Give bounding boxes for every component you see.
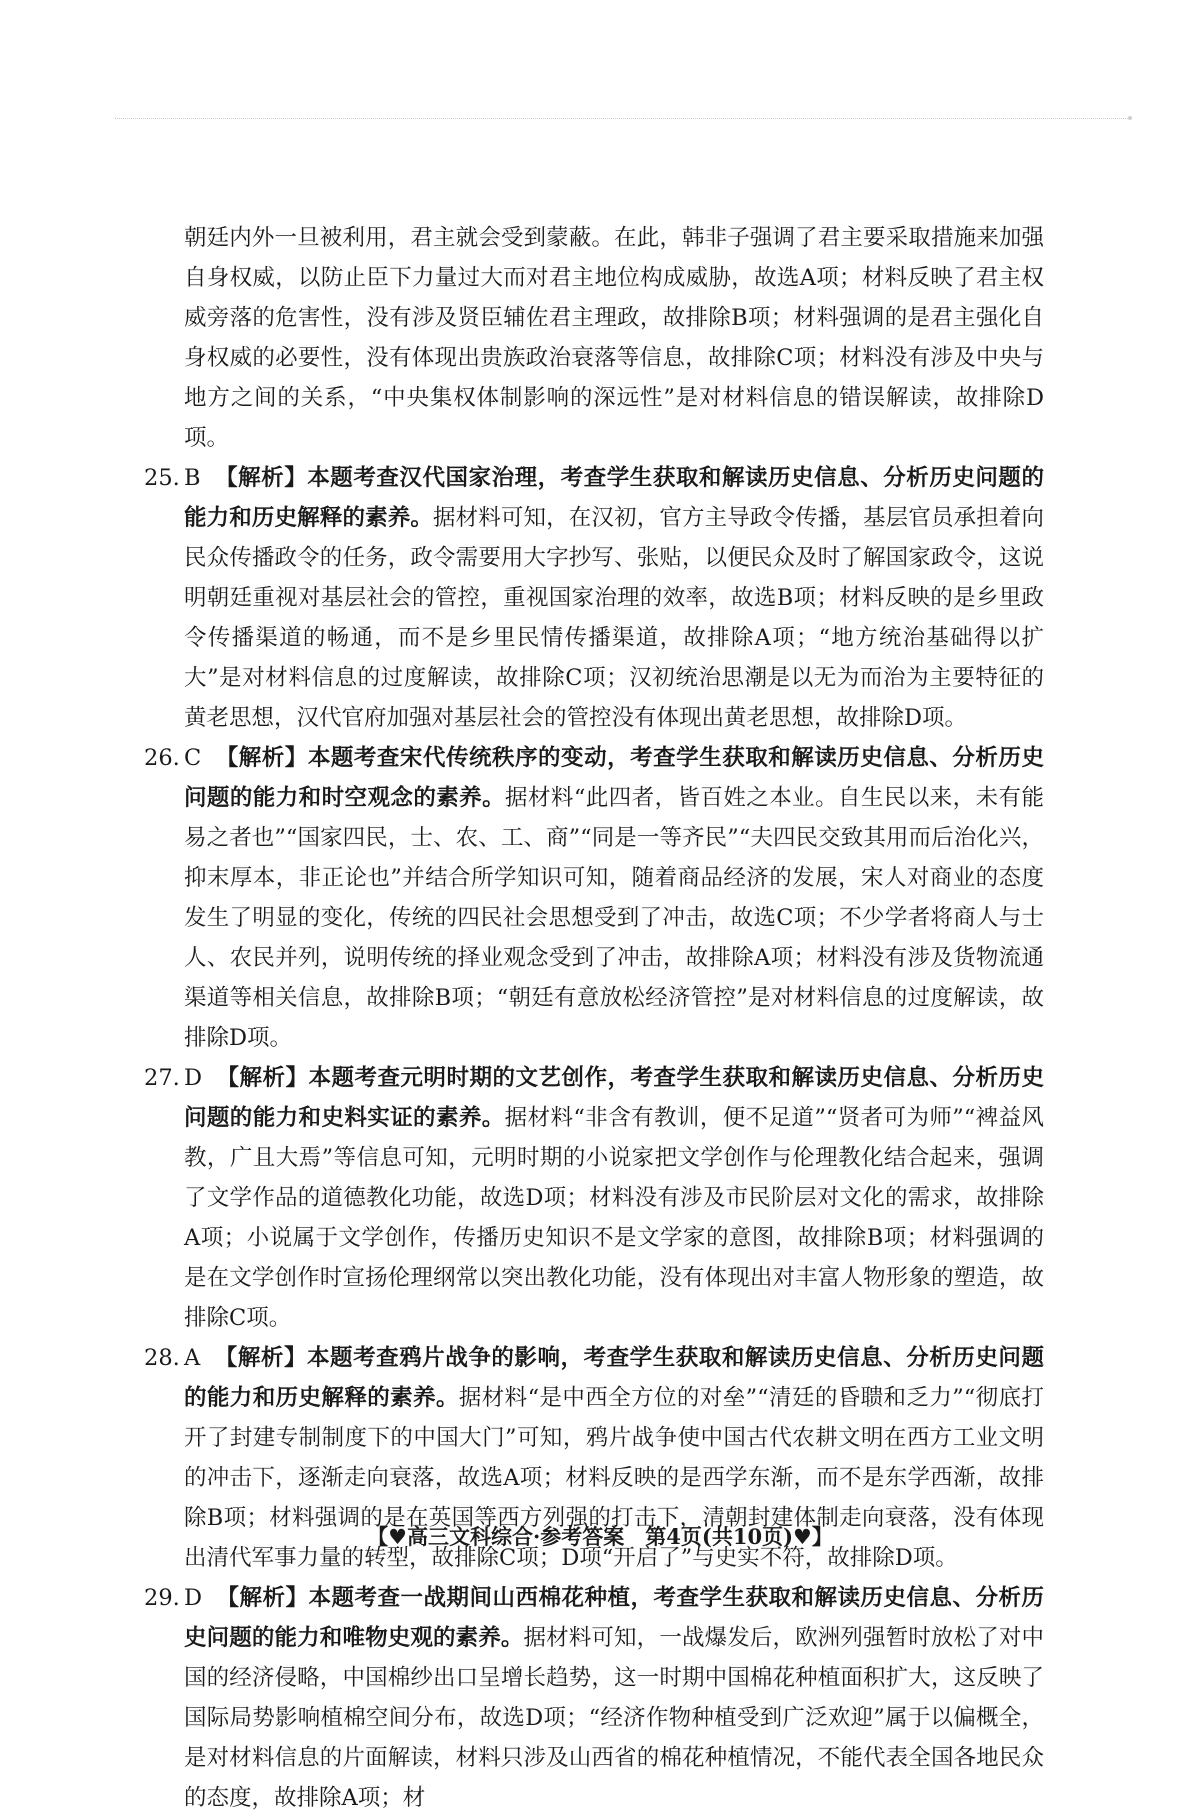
answer-letter: C: [184, 745, 202, 771]
heart-icon: ♥: [388, 1524, 407, 1549]
analysis-body: 据材料“非含有教训，便不足道”“贤者可为师”“裨益风教，广且大焉”等信息可知，元明时期的小说家把文学创作与伦理教化结合起来，强调了文学作品的道德教化功能，故选D项；材料没有涉及市民阶层对文化的需求，故排除A项；小说属于文学创作，传播历史知识不是文学家的意图，故排除B项；材料强调的是在文学创作时宣扬伦理纲常以突出教化功能，没有体现出对丰富人物形象的塑造，故排除C项。: [184, 1105, 1044, 1331]
analysis-tag: 【解析】: [216, 1585, 309, 1611]
analysis-body: 据材料“此四者，皆百姓之本业。自生民以来，未有能易之者也”“国家四民，士、农、工、商”“同是一等齐民”“夫四民交致其用而后治化兴，抑末厚本，非正论也”并结合所学知识可知，随着商品经济的发展，宋人对商业的态度发生了明显的变化，传统的四民社会思想受到了冲击，故选C项；不少学者将商人与士人、农民并列，说明传统的择业观念受到了冲击，故排除A项；材料没有涉及货物流通渠道等相关信息，故排除B项；“朝廷有意放松经济管控”是对材料信息的过度解读，故排除D项。: [184, 785, 1044, 1051]
analysis-tag: 【解析】: [216, 1065, 309, 1091]
question-number: 29.: [144, 1585, 180, 1611]
analysis-body: 据材料可知，一战爆发后，欧洲列强暂时放松了对中国的经济侵略，中国棉纱出口呈增长趋势，这一时期中国棉花种植面积扩大，这反映了国际局势影响植棉空间分布，故选D项；“经济作物种植受到广泛欢迎”属于以偏概全，是对材料信息的片面解读，材料只涉及山西省的棉花种植情况，不能代表全国各地民众的态度，故排除A项；材: [184, 1625, 1044, 1811]
answer-item-26: [144, 738, 1044, 1058]
answer-item-25: [144, 458, 1044, 738]
analysis-lead: 本题考查宋代传统秩序的变动，考查学生获取和解读历史信息、分析历史问题的能力和时空观念的素养。: [184, 745, 1044, 811]
answer-letter: A: [184, 1345, 201, 1371]
question-number: 27.: [144, 1065, 180, 1091]
analysis-body: 据材料“是中西全方位的对垒”“清廷的昏聩和乏力”“彻底打开了封建专制制度下的中国大门”可知，鸦片战争使中国古代农耕文明在西方工业文明的冲击下，逐渐走向衰落，故选A项；材料反映的是西学东渐，而不是东学西渐，故排除B项；材料强调的是在英国等西方列强的打击下，清朝封建体制走向衰落，没有体现出清代军事力量的转型，故排除C项；D项“开启了”与史实不符，故排除D项。: [184, 1385, 1044, 1571]
continued-paragraph: 朝廷内外一旦被利用，君主就会受到蒙蔽。在此，韩非子强调了君主要采取措施来加强自身权威，以防止臣下力量过大而对君主地位构成威胁，故选A项；材料反映了君主权威旁落的危害性，没有涉及贤臣辅佐君主理政，故排除B项；材料强调的是君主强化自身权威的必要性，没有体现出贵族政治衰落等信息，故排除C项；材料没有涉及中央与地方之间的关系，“中央集权体制影响的深远性”是对材料信息的错误解读，故排除D项。: [184, 225, 1044, 451]
analysis-tag: 【解析】: [214, 1345, 307, 1371]
answer-item-27: [144, 1058, 1044, 1338]
question-number: 26.: [144, 745, 180, 771]
answer-letter: D: [184, 1065, 203, 1091]
analysis-lead: 本题考查元明时期的文艺创作，考查学生获取和解读历史信息、分析历史问题的能力和史料实证的素养。: [184, 1065, 1044, 1131]
analysis-tag: 【解析】: [214, 465, 308, 491]
question-number: 28.: [144, 1345, 180, 1371]
analysis-lead: 本题考查鸦片战争的影响，考查学生获取和解读历史信息、分析历史问题的能力和历史解释的素养。: [184, 1345, 1044, 1411]
answer-item-29: [144, 1578, 1044, 1818]
footer-text: 高三文科综合·参考答案 第4页(共10页): [406, 1524, 794, 1549]
heart-icon: ♥: [793, 1524, 812, 1549]
answer-content: [144, 218, 1044, 1818]
question-number: 25.: [144, 465, 180, 491]
answer-letter: B: [184, 465, 201, 491]
top-dotted-rule: [115, 118, 1130, 119]
page-footer: [0, 1521, 1200, 1551]
analysis-tag: 【解析】: [215, 745, 308, 771]
footer-right-bracket: 】: [811, 1524, 833, 1549]
footer-left-bracket: 【: [367, 1524, 389, 1549]
analysis-body: 据材料可知，在汉初，官方主导政令传播，基层官员承担着向民众传播政令的任务，政令需要用大字抄写、张贴，以便民众及时了解国家政令，这说明朝廷重视对基层社会的管控，重视国家治理的效率，故选B项；材料反映的是乡里政令传播渠道的畅通，而不是乡里民情传播渠道，故排除A项；“地方统治基础得以扩大”是对材料信息的过度解读，故排除C项；汉初统治思潮是以无为而治为主要特征的黄老思想，汉代官府加强对基层社会的管控没有体现出黄老思想，故排除D项。: [184, 505, 1044, 731]
analysis-lead: 本题考查汉代国家治理，考查学生获取和解读历史信息、分析历史问题的能力和历史解释的素养。: [184, 465, 1044, 531]
answer-letter: D: [184, 1585, 203, 1611]
analysis-lead: 本题考查一战期间山西棉花种植，考查学生获取和解读历史信息、分析历史问题的能力和唯物史观的素养。: [184, 1585, 1044, 1651]
scan-mark: [1128, 116, 1132, 120]
